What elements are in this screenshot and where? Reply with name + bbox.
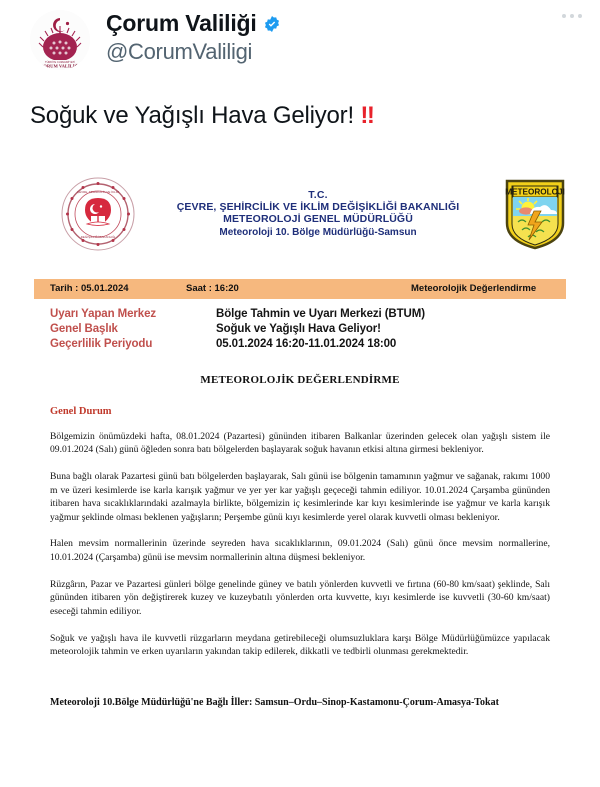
display-name: Çorum Valiliği xyxy=(106,10,257,36)
account-handle[interactable]: @CorumValiligi xyxy=(106,39,253,65)
report-paragraph: Halen mevsim normallerinin üzerinde seyreden hava sıcaklıklarının, 09.01.2024 (Salı) günü önce mevsim normallerine, 10.01.2024 (Çarşamba) günü ise mevsim normallerinin altına düşmesi bekleniyor. xyxy=(50,538,550,564)
field-label-headline: Genel Başlık xyxy=(50,322,118,335)
report-title: METEOROLOJİK DEĞERLENDİRME xyxy=(200,373,400,386)
avatar[interactable] xyxy=(30,10,90,70)
letterhead-text xyxy=(136,189,500,238)
verified-badge-icon xyxy=(263,15,281,33)
field-value-validity: 05.01.2024 16:20-11.01.2024 18:00 xyxy=(216,337,397,350)
attached-document[interactable] xyxy=(0,165,600,708)
bar-date: Tarih : 05.01.2024 xyxy=(50,283,129,295)
report-paragraph: Soğuk ve yağışlı hava ile kuvvetli rüzgarların meydana getirebileceği olumsuzluklara karşı Bölge Müdürlüğümüzce yapılacak meteorolojik tahmin ve erken uyarıların yakından takip edilerek, dikkatli ve tedbirli olunması gerekmektedir. xyxy=(50,632,550,658)
more-options-icon[interactable] xyxy=(562,14,582,18)
field-value-center: Bölge Tahmin ve Uyarı Merkezi (BTUM) xyxy=(216,307,425,320)
field-label-center: Uyarı Yapan Merkez xyxy=(50,307,157,320)
letterhead-line-4: Meteoroloji 10. Bölge Müdürlüğü-Samsun xyxy=(219,227,417,239)
report-body xyxy=(34,374,566,659)
document-letterhead xyxy=(0,165,600,257)
tweet-text-main: Soğuk ve Yağışlı Hava Geliyor! xyxy=(30,102,354,129)
report-paragraph: Bölgemizin önümüzdeki hafta, 08.01.2024 (Pazartesi) gününden itibaren Balkanlar üzerinden gelecek olan yağışlı sistem ile 09.01.2024 (Salı) günü öğleden sonra batı bölgelerden başlayarak soğuk havanın etkisi altına girmesi bekleniyor. xyxy=(50,430,550,456)
warning-fields xyxy=(34,308,566,350)
account-name-block xyxy=(106,10,281,66)
bar-time: Saat : 16:20 xyxy=(186,283,239,295)
report-paragraph: Buna bağlı olarak Pazartesi günü batı bölgelerden başlayarak, Salı günü ise bölgenin tamamının yağmur ve sağanak, rakımı 1000 m ve üzeri kesimlerde ise karla karışık yağmur ve yer yer kar yağışlı geçeceği tahmin ediliyor. 10.01.2024 Çarşamba gününden itibaren hava sıcaklıklarındaki azalmayla birlikte, bölgemizin iç kesimlerinde kar kıyı kesimlerinde ise yağmur ve karla karışık yağmur şeklinde olması beklenen yağışların; Perşembe günü kıyı kesimlerde yerel olarak kuvvetli olması bekleniyor. xyxy=(50,471,550,523)
double-exclamation-icon: ‼ xyxy=(360,102,374,129)
svg-text:ÇEVRE, ŞEHİRCİLİK VE İKLİM: ÇEVRE, ŞEHİRCİLİK VE İKLİM xyxy=(76,189,120,194)
meteoroloji-logo-icon xyxy=(500,178,566,250)
tweet-text xyxy=(0,82,600,131)
svg-text:TÜRKİYE CUMHURİYETİ: TÜRKİYE CUMHURİYETİ xyxy=(45,61,75,64)
field-value-headline: Soğuk ve Yağışlı Hava Geliyor! xyxy=(216,322,381,335)
report-section-heading: Genel Durum xyxy=(50,405,112,417)
tweet-header xyxy=(0,0,600,82)
document-info-bar xyxy=(34,279,566,299)
svg-text:ÇORUM VALİLİĞİ: ÇORUM VALİLİĞİ xyxy=(39,63,81,69)
meteoroloji-logo-text: METEOROLOJI xyxy=(505,187,565,197)
report-paragraph: Rüzgârın, Pazar ve Pazartesi günleri bölge genelinde güney ve batılı yönlerden kuvvetli ve fırtına (60-80 km/saat) şeklinde, Salı gününden itibaren yön değiştirerek kuzey ve kuzeybatılı yönlerden orta kuvvette, kıyı kesimlerde ise kuvvetli (30-60 km/saat) eseceği tahmin ediliyor. xyxy=(50,578,550,617)
letterhead-line-3: METEOROLOJİ GENEL MÜDÜRLÜĞÜ xyxy=(223,213,413,226)
letterhead-line-2: ÇEVRE, ŞEHİRCİLİK VE İKLİM DEĞİŞİKLİĞİ BAKANLIĞI xyxy=(176,201,460,214)
ministry-seal-icon xyxy=(60,176,136,252)
report-footer: Meteoroloji 10.Bölge Müdürlüğü'ne Bağlı İller: Samsun–Ordu–Sinop-Kastamonu-Çorum-Amasya-Tokat xyxy=(50,696,499,708)
field-label-validity: Geçerlilik Periyodu xyxy=(50,337,153,350)
svg-text:DEĞİŞİKLİĞİ BAKANLIĞI: DEĞİŞİKLİĞİ BAKANLIĞI xyxy=(80,234,116,239)
bar-type: Meteorolojik Değerlendirme xyxy=(411,283,537,295)
letterhead-line-1: T.C. xyxy=(308,189,328,202)
